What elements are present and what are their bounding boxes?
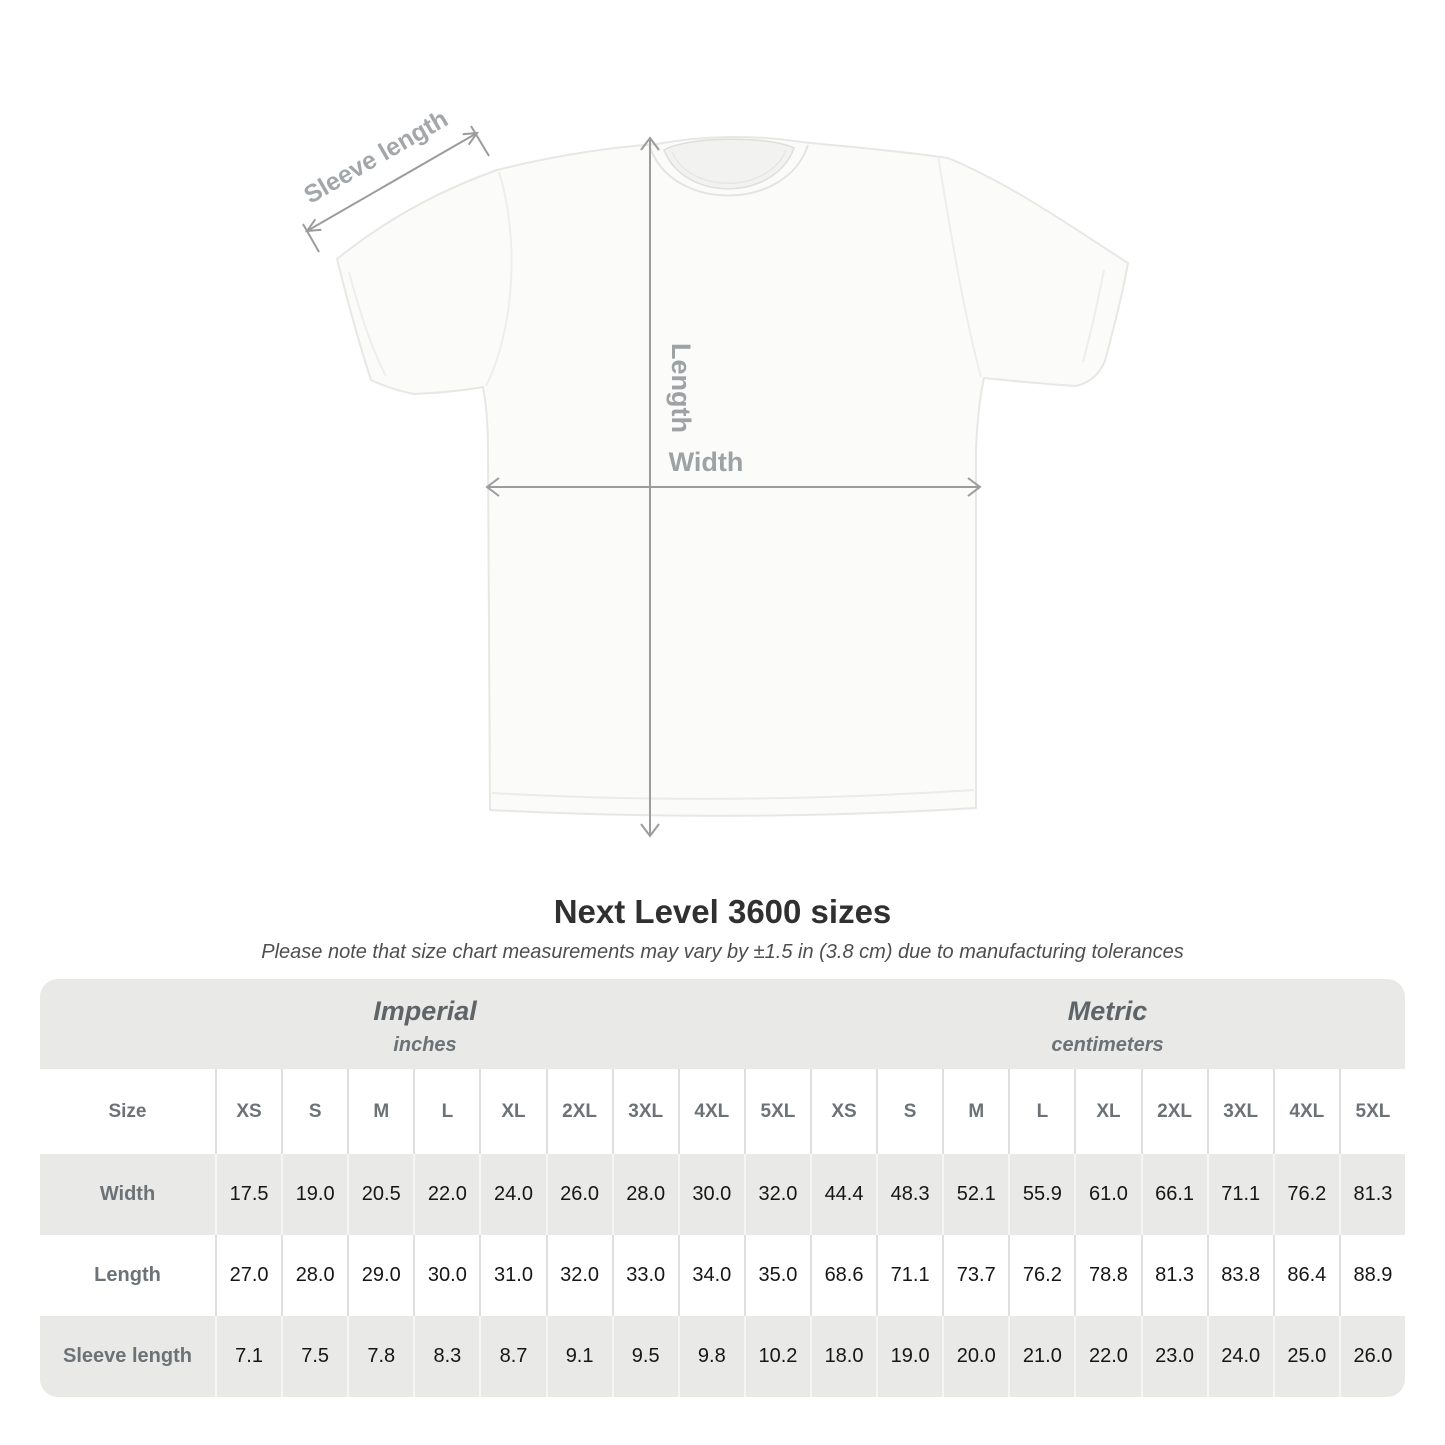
metric-value-cell: 66.1	[1141, 1154, 1207, 1235]
imperial-value-cell: 19.0	[281, 1154, 347, 1235]
imperial-group-header	[40, 979, 810, 1069]
imperial-value-cell: 28.0	[612, 1154, 678, 1235]
unit-group-row	[40, 979, 1405, 1069]
row-label: Sleeve length	[40, 1316, 215, 1397]
metric-value-cell: 55.9	[1008, 1154, 1074, 1235]
metric-size-header-4xl: 4XL	[1273, 1069, 1339, 1154]
metric-value-cell: 68.6	[810, 1235, 876, 1316]
metric-sublabel: centimeters	[1051, 1033, 1164, 1056]
metric-value-cell: 22.0	[1074, 1316, 1140, 1397]
imperial-size-header-m: M	[347, 1069, 413, 1154]
metric-size-header-xs: XS	[810, 1069, 876, 1154]
metric-value-cell: 86.4	[1273, 1235, 1339, 1316]
length-label: Length	[666, 343, 696, 433]
metric-value-cell: 88.9	[1339, 1235, 1405, 1316]
sleeve-arrowhead-left	[307, 219, 321, 231]
metric-size-header-s: S	[876, 1069, 942, 1154]
imperial-value-cell: 32.0	[546, 1235, 612, 1316]
imperial-size-header-xl: XL	[479, 1069, 545, 1154]
sleeve-arrowhead-right	[463, 133, 477, 145]
imperial-value-cell: 20.5	[347, 1154, 413, 1235]
imperial-size-header-3xl: 3XL	[612, 1069, 678, 1154]
metric-size-header-m: M	[942, 1069, 1008, 1154]
metric-value-cell: 71.1	[876, 1235, 942, 1316]
metric-size-header-xl: XL	[1074, 1069, 1140, 1154]
imperial-value-cell: 7.1	[215, 1316, 281, 1397]
measurement-row-width	[40, 1154, 1405, 1235]
metric-value-cell: 76.2	[1008, 1235, 1074, 1316]
imperial-value-cell: 34.0	[678, 1235, 744, 1316]
imperial-value-cell: 27.0	[215, 1235, 281, 1316]
metric-value-cell: 18.0	[810, 1316, 876, 1397]
imperial-size-header-4xl: 4XL	[678, 1069, 744, 1154]
metric-size-header-l: L	[1008, 1069, 1074, 1154]
metric-value-cell: 20.0	[942, 1316, 1008, 1397]
page-title: Next Level 3600 sizes	[553, 893, 892, 930]
metric-value-cell: 25.0	[1273, 1316, 1339, 1397]
metric-label: Metric	[1067, 995, 1148, 1026]
metric-value-cell: 44.4	[810, 1154, 876, 1235]
metric-value-cell: 76.2	[1273, 1154, 1339, 1235]
imperial-value-cell: 26.0	[546, 1154, 612, 1235]
imperial-value-cell: 9.8	[678, 1316, 744, 1397]
metric-value-cell: 26.0	[1339, 1316, 1405, 1397]
imperial-value-cell: 9.5	[612, 1316, 678, 1397]
imperial-size-header-5xl: 5XL	[744, 1069, 810, 1154]
metric-value-cell: 81.3	[1141, 1235, 1207, 1316]
metric-value-cell: 23.0	[1141, 1316, 1207, 1397]
imperial-value-cell: 17.5	[215, 1154, 281, 1235]
width-label: Width	[668, 447, 744, 477]
metric-value-cell: 71.1	[1207, 1154, 1273, 1235]
metric-value-cell: 73.7	[942, 1235, 1008, 1316]
tolerance-note: Please note that size chart measurements may vary by ±1.5 in (3.8 cm) due to manufacturing tolerances	[261, 941, 1184, 963]
imperial-value-cell: 30.0	[678, 1154, 744, 1235]
metric-value-cell: 78.8	[1074, 1235, 1140, 1316]
imperial-label: Imperial	[373, 995, 477, 1026]
size-chart-table	[40, 979, 1405, 1397]
imperial-value-cell: 33.0	[612, 1235, 678, 1316]
imperial-value-cell: 29.0	[347, 1235, 413, 1316]
metric-size-header-5xl: 5XL	[1339, 1069, 1405, 1154]
imperial-value-cell: 24.0	[479, 1154, 545, 1235]
imperial-value-cell: 7.8	[347, 1316, 413, 1397]
imperial-sublabel: inches	[393, 1033, 457, 1056]
metric-value-cell: 24.0	[1207, 1316, 1273, 1397]
imperial-value-cell: 10.2	[744, 1316, 810, 1397]
row-label: Width	[40, 1154, 215, 1235]
metric-value-cell: 19.0	[876, 1316, 942, 1397]
imperial-value-cell: 32.0	[744, 1154, 810, 1235]
metric-size-header-2xl: 2XL	[1141, 1069, 1207, 1154]
imperial-size-header-xs: XS	[215, 1069, 281, 1154]
imperial-size-header-s: S	[281, 1069, 347, 1154]
imperial-value-cell: 31.0	[479, 1235, 545, 1316]
metric-value-cell: 83.8	[1207, 1235, 1273, 1316]
imperial-value-cell: 7.5	[281, 1316, 347, 1397]
metric-value-cell: 81.3	[1339, 1154, 1405, 1235]
imperial-value-cell: 9.1	[546, 1316, 612, 1397]
imperial-value-cell: 8.7	[479, 1316, 545, 1397]
metric-value-cell: 61.0	[1074, 1154, 1140, 1235]
metric-value-cell: 21.0	[1008, 1316, 1074, 1397]
imperial-value-cell: 22.0	[413, 1154, 479, 1235]
imperial-value-cell: 35.0	[744, 1235, 810, 1316]
measurement-row-length	[40, 1235, 1405, 1316]
imperial-value-cell: 28.0	[281, 1235, 347, 1316]
metric-group-header	[810, 979, 1405, 1069]
imperial-value-cell: 8.3	[413, 1316, 479, 1397]
imperial-size-header-2xl: 2XL	[546, 1069, 612, 1154]
metric-value-cell: 52.1	[942, 1154, 1008, 1235]
imperial-value-cell: 30.0	[413, 1235, 479, 1316]
measurement-row-sleeve-length	[40, 1316, 1405, 1397]
sleeve-length-label: Sleeve length	[299, 104, 453, 210]
metric-size-header-3xl: 3XL	[1207, 1069, 1273, 1154]
size-column-header: Size	[40, 1069, 215, 1154]
metric-value-cell: 48.3	[876, 1154, 942, 1235]
size-header-row	[40, 1069, 1405, 1154]
row-label: Length	[40, 1235, 215, 1316]
imperial-size-header-l: L	[413, 1069, 479, 1154]
sleeve-end-tick-right	[471, 126, 489, 156]
